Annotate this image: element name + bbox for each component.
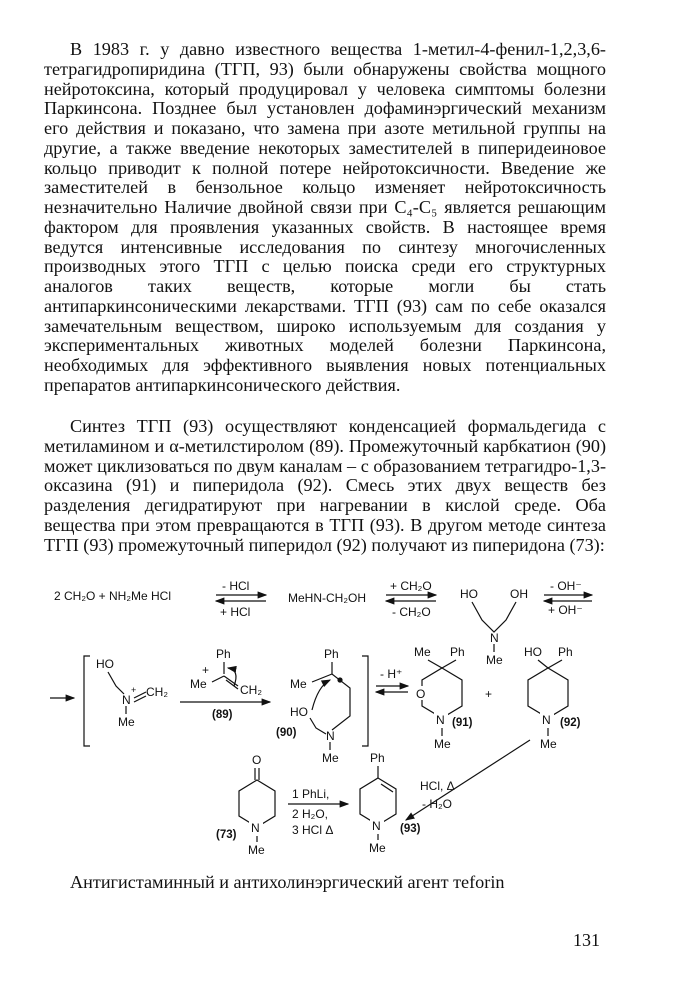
p93-n: N xyxy=(372,819,381,833)
row1-cond-back-3: + OH⁻ xyxy=(548,603,583,617)
p73-ring xyxy=(239,780,275,827)
step-3: 3 HCl Δ xyxy=(292,823,334,837)
iminium-bond-1 xyxy=(108,672,124,694)
label-93: (93) xyxy=(400,823,421,835)
cond-minus-h: - H⁺ xyxy=(380,667,403,681)
label-73: (73) xyxy=(216,829,237,841)
iminium-n: N xyxy=(122,693,131,707)
p93-ring xyxy=(360,778,396,825)
row1-cond-back-1: + HCl xyxy=(220,605,251,619)
reagent-ph: Ph xyxy=(216,647,231,661)
row1-reactants: 2 CH₂O + NH₂Me HCl xyxy=(54,589,171,603)
reagent-charge: + xyxy=(202,663,210,677)
page-number: 131 xyxy=(573,930,600,950)
step-2: 2 H₂O, xyxy=(292,807,328,821)
row1-cond-fwd-2: + CH₂O xyxy=(390,579,432,593)
p73-o: O xyxy=(252,753,262,767)
iminium-ch2: CH₂ xyxy=(146,685,168,699)
p93-double-bond xyxy=(381,784,393,792)
bis-hydroxymethyl-bonds xyxy=(472,602,516,632)
int90-ho: HO xyxy=(290,705,308,719)
electron-push-arrow xyxy=(228,668,236,686)
label-92: (92) xyxy=(560,717,581,729)
paragraph-teforin: Антигистаминный и антихолинэргический агент теforin xyxy=(70,872,505,892)
int90-ho-bond xyxy=(310,718,326,734)
p91-me: Me xyxy=(414,645,431,659)
p92-ho: HO xyxy=(524,645,542,659)
reagent-ch2: CH₂ xyxy=(240,683,262,697)
row1-intermediate: MeHN-CH₂OH xyxy=(288,591,366,605)
p92-ring xyxy=(528,668,568,718)
label-90: (90) xyxy=(276,727,297,739)
int90-ph: Ph xyxy=(324,647,339,661)
p92-n: N xyxy=(542,713,551,727)
row1-n: N xyxy=(490,631,499,645)
row1-me: Me xyxy=(486,653,503,667)
p93-me: Me xyxy=(369,841,386,855)
step-1: 1 PhLi, xyxy=(292,787,330,801)
p91-o: O xyxy=(416,687,426,701)
int90-nme: Me xyxy=(322,751,339,765)
int90-chain xyxy=(312,674,350,730)
paragraph-synthesis: Синтез ТГП (93) осуществляют конденсацией формальдегида с метиламином и α-метилстиролом (89). Промежуточный карбкатион (90) может циклизоваться по двум каналам – с образованием тетрагидро-1,3-оксазина (91) и пиперидола (92). Смесь этих двух веществ без разделения дегидратируют при нагревании в кислой среде. Оба вещества при этом превращаются в ТГП (93). В другом методе синтеза ТГП (93) промежуточный пиперидол (92) получают из пиперидона (73): xyxy=(44,416,606,555)
row1-oh: OH xyxy=(510,587,528,601)
right-bracket xyxy=(362,656,368,746)
p92-ph: Ph xyxy=(558,645,573,659)
paragraph-mptp-history: В 1983 г. у давно известного вещества 1-метил-4-фенил-1,2,3,6-тетрагидропиридина (ТГП, 93) были обнаружены свойства мощного нейротоксина, который продуцировал у человека симптомы болезни Паркинсона. Позднее был установлен дофаминэргический механизм его действия и показано, что замена при азоте метильной группы на другие, а также введение некоторых заместителей в пиперидеиновое кольцо приводит к полной потере нейротоксичности. Введение же заместителей в бензольное кольцо изменяет нейротоксичность незначительно Наличие двойной связи при C₄-C₅ является решающим фактором для проявления указанных свойств. В настоящее время ведутся интенсивные исследования по синтезу многочисленных производных этого ТГП с целью поиска среди его структурных аналогов таких веществ, которые могли бы стать антипаркинсоническими лекарствами. ТГП (93) сам по себе оказался замечательным веществом, широко используемым для создания у экспериментальных животных моделей болезни Паркинсона, необходимых для эффективного выявления новых потенциальных препаратов антипаркинсонического действия. xyxy=(44,39,606,395)
p91-n: N xyxy=(436,713,445,727)
p91-ph-bond xyxy=(442,660,456,668)
p91-ph: Ph xyxy=(450,645,465,659)
cyclization-arrow xyxy=(312,680,330,710)
p91-nme: Me xyxy=(434,737,451,751)
p92-nme: Me xyxy=(540,737,557,751)
cond-h2o: - H₂O xyxy=(422,797,452,811)
reagent-me: Me xyxy=(190,677,207,691)
row1-cond-back-2: - CH₂O xyxy=(392,605,431,619)
row1-ho: HO xyxy=(460,587,478,601)
label-91: (91) xyxy=(452,717,473,729)
p92-ph-bond xyxy=(548,660,562,668)
reagent-me-bond xyxy=(212,676,224,682)
cond-hcl: HCl, Δ xyxy=(420,779,455,793)
iminium-ho: HO xyxy=(96,657,114,671)
p91-me-bond xyxy=(428,660,442,668)
iminium-plus: + xyxy=(131,685,137,695)
reaction-scheme xyxy=(30,576,630,866)
int90-me: Me xyxy=(290,677,307,691)
p73-n: N xyxy=(251,821,260,835)
p93-ph: Ph xyxy=(370,751,385,765)
row1-cond-fwd-1: - HCl xyxy=(222,579,250,593)
int90-n: N xyxy=(326,729,335,743)
label-89: (89) xyxy=(212,709,233,721)
row1-cond-fwd-3: - OH⁻ xyxy=(550,579,582,593)
p92-ho-bond xyxy=(538,660,548,668)
left-bracket xyxy=(84,656,90,746)
p73-me: Me xyxy=(248,843,265,857)
iminium-me: Me xyxy=(118,715,135,729)
plus-91-92: + xyxy=(485,687,493,701)
